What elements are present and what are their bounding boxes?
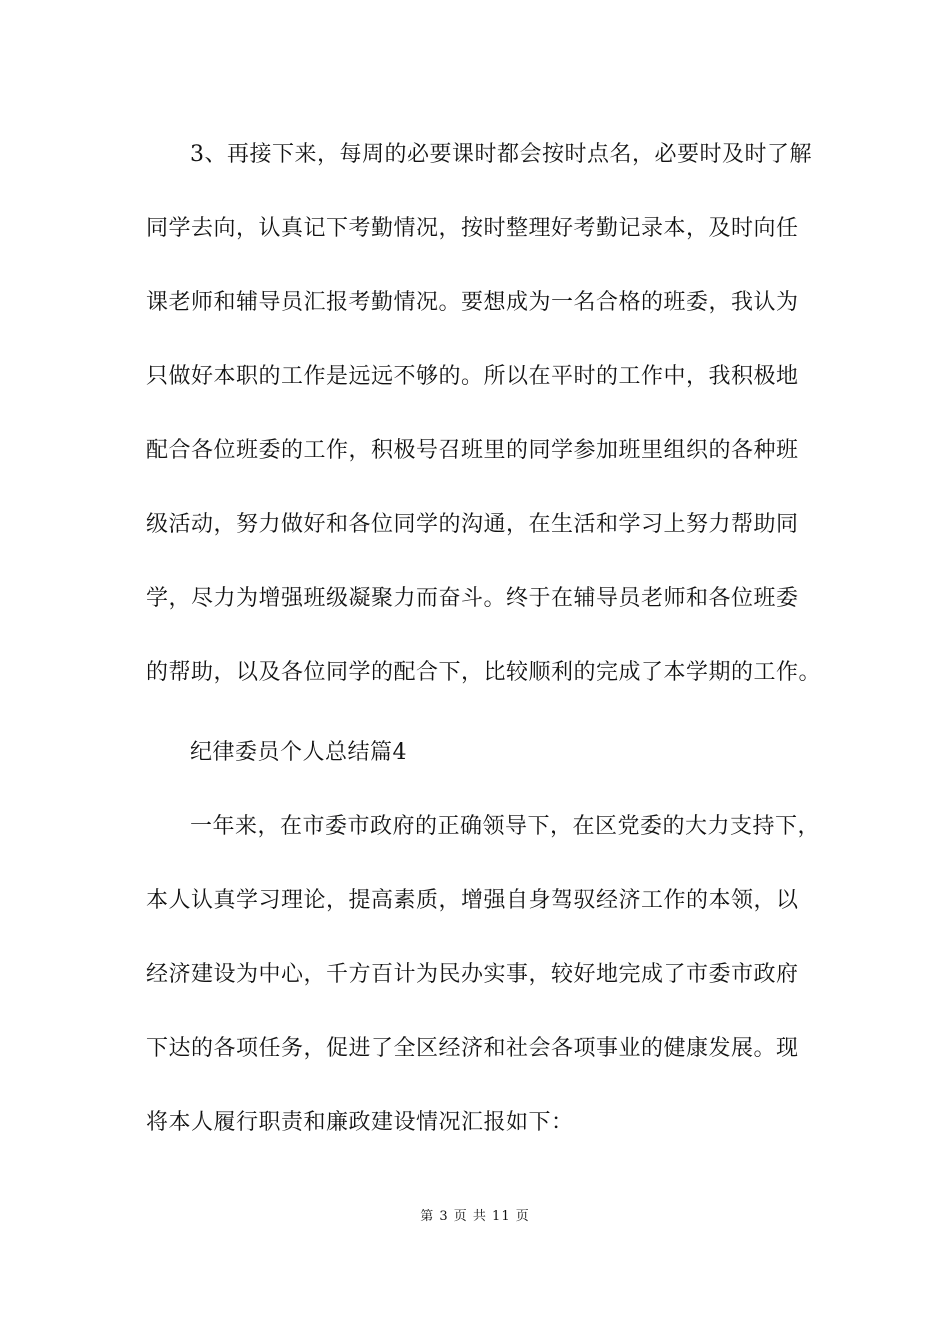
paragraph-1-line-4: 只做好本职的工作是远远不够的。所以在平时的工作中，我积极地	[146, 364, 799, 389]
paragraph-2-line-4: 下达的各项任务，促进了全区经济和社会各项事业的健康发展。现	[146, 1036, 799, 1061]
page-footer: 第 3 页 共 11 页	[420, 1209, 530, 1224]
paragraph-1-line-1: 3、再接下来，每周的必要课时都会按时点名，必要时及时了解	[190, 142, 812, 167]
paragraph-1-line-2: 同学去向，认真记下考勤情况，按时整理好考勤记录本，及时向任	[146, 216, 799, 241]
paragraph-1-line-7: 学，尽力为增强班级凝聚力而奋斗。终于在辅导员老师和各位班委	[146, 586, 799, 611]
paragraph-1-line-5: 配合各位班委的工作，积极号召班里的同学参加班里组织的各种班	[146, 438, 799, 463]
paragraph-2-line-3: 经济建设为中心，千方百计为民办实事，较好地完成了市委市政府	[146, 962, 799, 987]
paragraph-1-line-3: 课老师和辅导员汇报考勤情况。要想成为一名合格的班委，我认为	[146, 290, 799, 315]
section-heading: 纪律委员个人总结篇4	[190, 740, 407, 765]
paragraph-1-line-6: 级活动，努力做好和各位同学的沟通，在生活和学习上努力帮助同	[146, 512, 799, 537]
paragraph-2-line-1: 一年来，在市委市政府的正确领导下，在区党委的大力支持下，	[190, 814, 821, 839]
paragraph-2-line-2: 本人认真学习理论，提高素质，增强自身驾驭经济工作的本领，以	[146, 888, 799, 913]
paragraph-2-line-5: 将本人履行职责和廉政建设情况汇报如下：	[146, 1110, 574, 1135]
paragraph-1-line-8: 的帮助，以及各位同学的配合下，比较顺利的完成了本学期的工作。	[146, 660, 822, 685]
